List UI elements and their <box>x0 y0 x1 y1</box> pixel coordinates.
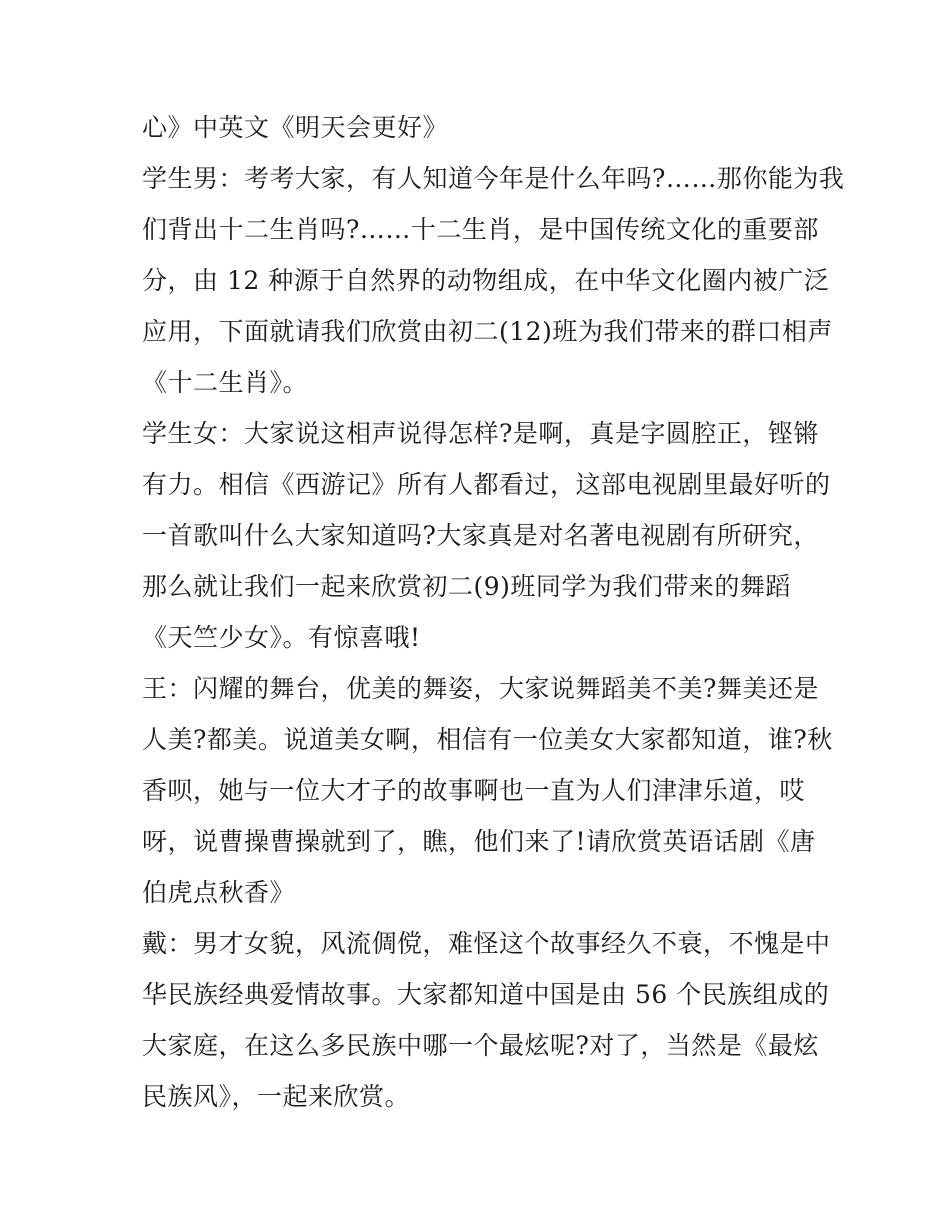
text-line: 学生女：大家说这相声说得怎样?是啊，真是字圆腔正，铿锵 <box>142 419 819 448</box>
text-line: 香呗，她与一位大才子的故事啊也一直为人们津津乐道，哎 <box>142 776 806 805</box>
text-line: 有力。相信《西游记》所有人都看过，这部电视剧里最好听的 <box>142 470 831 499</box>
text-line: 应用，下面就请我们欣赏由初二(12)班为我们带来的群口相声 <box>142 317 833 346</box>
text-line: 呀，说曹操曹操就到了，瞧，他们来了!请欣赏英语话剧《唐 <box>142 827 816 856</box>
text-line: 《天竺少女》。有惊喜哦! <box>142 623 421 652</box>
text-line: 《十二生肖》。 <box>142 368 309 397</box>
text-line: 学生男：考考大家，有人知道今年是什么年吗?……那你能为我 <box>142 164 845 193</box>
text-line: 大家庭，在这么多民族中哪一个最炫呢?对了，当然是《最炫 <box>142 1031 819 1060</box>
document-body <box>142 102 845 1122</box>
text-line: 戴：男才女貌，风流倜傥，难怪这个故事经久不衰，不愧是中 <box>142 929 831 958</box>
text-line: 王：闪耀的舞台，优美的舞姿，大家说舞蹈美不美?舞美还是 <box>142 674 819 703</box>
text-line: 人美?都美。说道美女啊，相信有一位美女大家都知道，谁?秋 <box>142 725 833 754</box>
text-line: 一首歌叫什么大家知道吗?大家真是对名著电视剧有所研究， <box>142 521 819 550</box>
text-line: 们背出十二生肖吗?……十二生肖，是中国传统文化的重要部 <box>142 215 819 244</box>
text-line: 分，由 12 种源于自然界的动物组成，在中华文化圈内被广泛 <box>142 266 830 295</box>
text-line: 伯虎点秋香》 <box>142 878 296 907</box>
text-line: 华民族经典爱情故事。大家都知道中国是由 56 个民族组成的 <box>142 980 830 1009</box>
text-line: 那么就让我们一起来欣赏初二(9)班同学为我们带来的舞蹈 <box>142 572 791 601</box>
text-line: 心》中英文《明天会更好》 <box>142 113 449 142</box>
text-line: 民族风》，一起来欣赏。 <box>142 1082 411 1111</box>
